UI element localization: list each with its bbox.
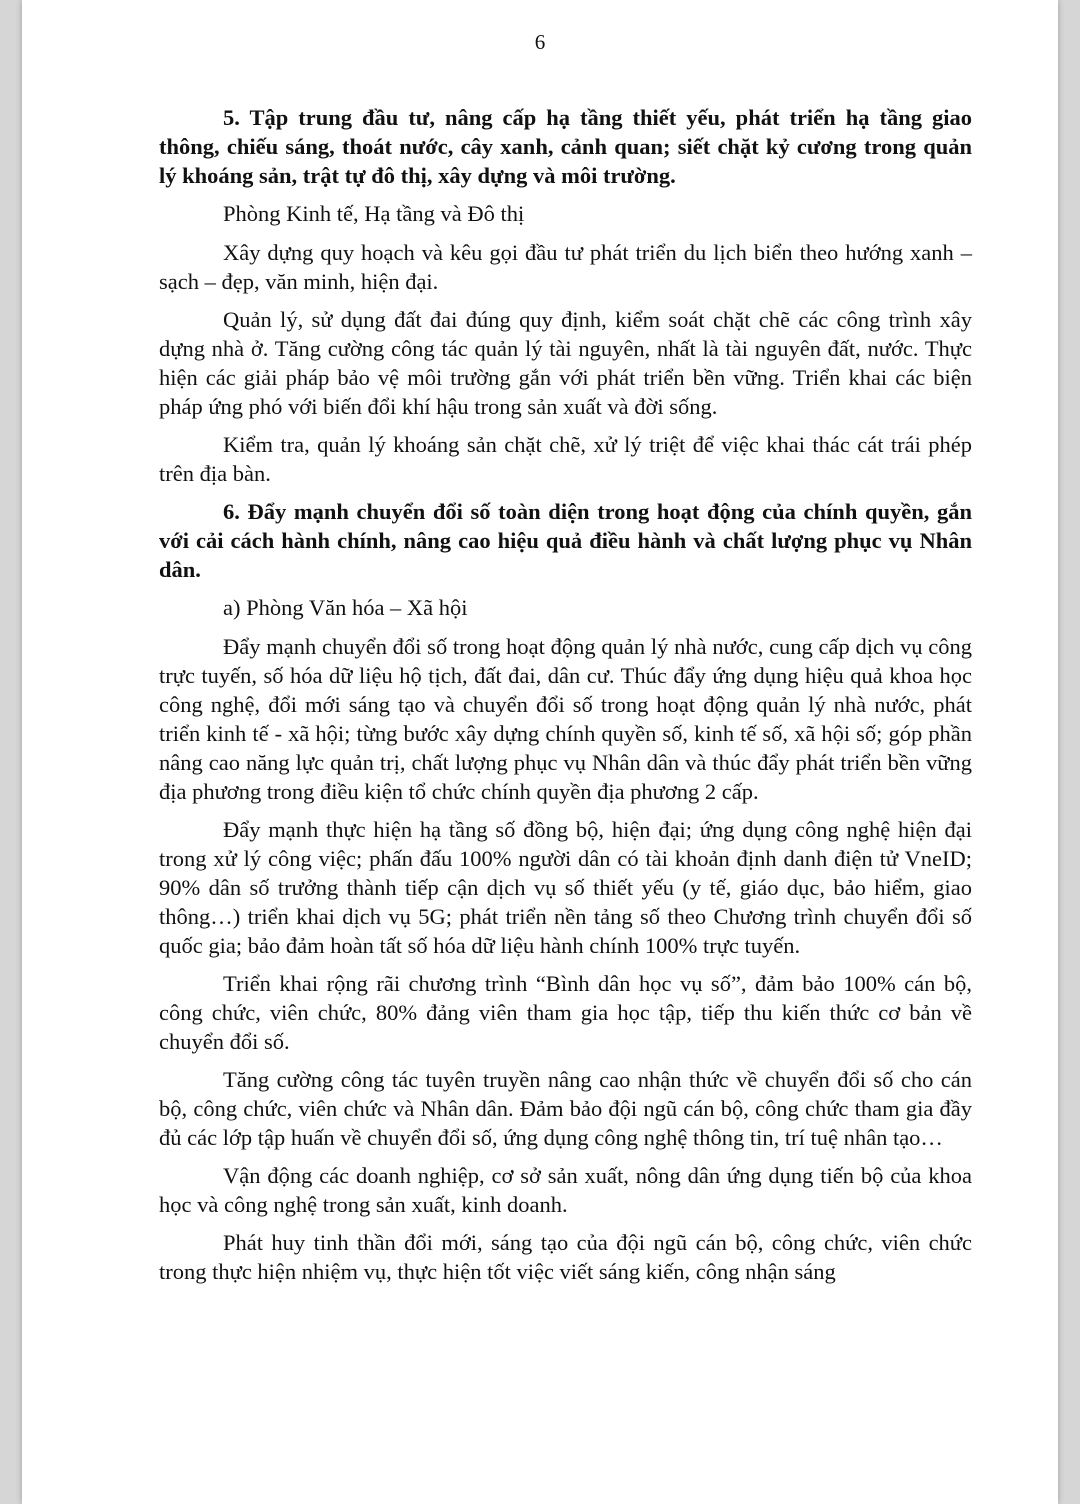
paragraph: Kiểm tra, quản lý khoáng sản chặt chẽ, xử lý triệt để việc khai thác cát trái phép trên địa bàn. bbox=[159, 432, 972, 486]
paragraph: Đẩy mạnh chuyển đổi số trong hoạt động quản lý nhà nước, cung cấp dịch vụ công trực tuyến, số hóa dữ liệu hộ tịch, đất đai, dân cư. Thúc đẩy ứng dụng hiệu quả khoa học công nghệ, đổi mới sáng tạo và chuyển đổi số trong hoạt động quản lý nhà nước, phát triển kinh tế - xã hội; từng bước xây dựng chính quyền số, kinh tế số, xã hội số; góp phần nâng cao năng lực quản trị, chất lượng phục vụ Nhân dân và thúc đẩy phát triển bền vững địa phương trong điều kiện tổ chức chính quyền địa phương 2 cấp. bbox=[159, 634, 972, 804]
page-number: 6 bbox=[534, 30, 546, 54]
section-5-heading: 5. Tập trung đầu tư, nâng cấp hạ tầng thiết yếu, phát triển hạ tầng giao thông, chiếu sáng, thoát nước, cây xanh, cảnh quan; siết chặt kỷ cương trong quản lý khoáng sản, trật tự đô thị, xây dựng và môi trường. bbox=[159, 105, 972, 188]
document-page bbox=[22, 0, 1058, 1504]
paragraph: Tăng cường công tác tuyên truyền nâng cao nhận thức về chuyển đổi số cho cán bộ, công chức, viên chức và Nhân dân. Đảm bảo đội ngũ cán bộ, công chức tham gia đầy đủ các lớp tập huấn về chuyển đổi số, ứng dụng công nghệ thông tin, trí tuệ nhân tạo… bbox=[159, 1067, 972, 1150]
paragraph: Triển khai rộng rãi chương trình “Bình dân học vụ số”, đảm bảo 100% cán bộ, công chức, viên chức, 80% đảng viên tham gia học tập, tiếp thu kiến thức cơ bản về chuyển đổi số. bbox=[159, 971, 972, 1054]
paragraph: Phát huy tinh thần đổi mới, sáng tạo của đội ngũ cán bộ, công chức, viên chức trong thực hiện nhiệm vụ, thực hiện tốt việc viết sáng kiến, công nhận sáng bbox=[159, 1230, 972, 1284]
paragraph: Xây dựng quy hoạch và kêu gọi đầu tư phát triển du lịch biển theo hướng xanh – sạch – đẹp, văn minh, hiện đại. bbox=[159, 240, 972, 294]
document-body bbox=[159, 103, 972, 1295]
section-6-department: a) Phòng Văn hóa – Xã hội bbox=[223, 595, 468, 620]
paragraph: Quản lý, sử dụng đất đai đúng quy định, kiểm soát chặt chẽ các công trình xây dựng nhà ở. Tăng cường công tác quản lý tài nguyên, nhất là tài nguyên đất, nước. Thực hiện các giải pháp bảo vệ môi trường gắn với phát triển bền vững. Triển khai các biện pháp ứng phó với biến đổi khí hậu trong sản xuất và đời sống. bbox=[159, 307, 972, 419]
section-5-department: Phòng Kinh tế, Hạ tầng và Đô thị bbox=[223, 201, 525, 226]
paragraph: Vận động các doanh nghiệp, cơ sở sản xuất, nông dân ứng dụng tiến bộ của khoa học và công nghệ trong sản xuất, kinh doanh. bbox=[159, 1163, 972, 1217]
section-6-heading: 6. Đẩy mạnh chuyển đổi số toàn diện trong hoạt động của chính quyền, gắn với cải cách hành chính, nâng cao hiệu quả điều hành và chất lượng phục vụ Nhân dân. bbox=[159, 499, 972, 582]
paragraph: Đẩy mạnh thực hiện hạ tầng số đồng bộ, hiện đại; ứng dụng công nghệ hiện đại trong xử lý công việc; phấn đấu 100% người dân có tài khoản định danh điện tử VneID; 90% dân số trưởng thành tiếp cận dịch vụ số thiết yếu (y tế, giáo dục, bảo hiểm, giao thông…) triển khai dịch vụ 5G; phát triển nền tảng số theo Chương trình chuyển đổi số quốc gia; bảo đảm hoàn tất số hóa dữ liệu hành chính 100% trực tuyến. bbox=[159, 817, 972, 958]
